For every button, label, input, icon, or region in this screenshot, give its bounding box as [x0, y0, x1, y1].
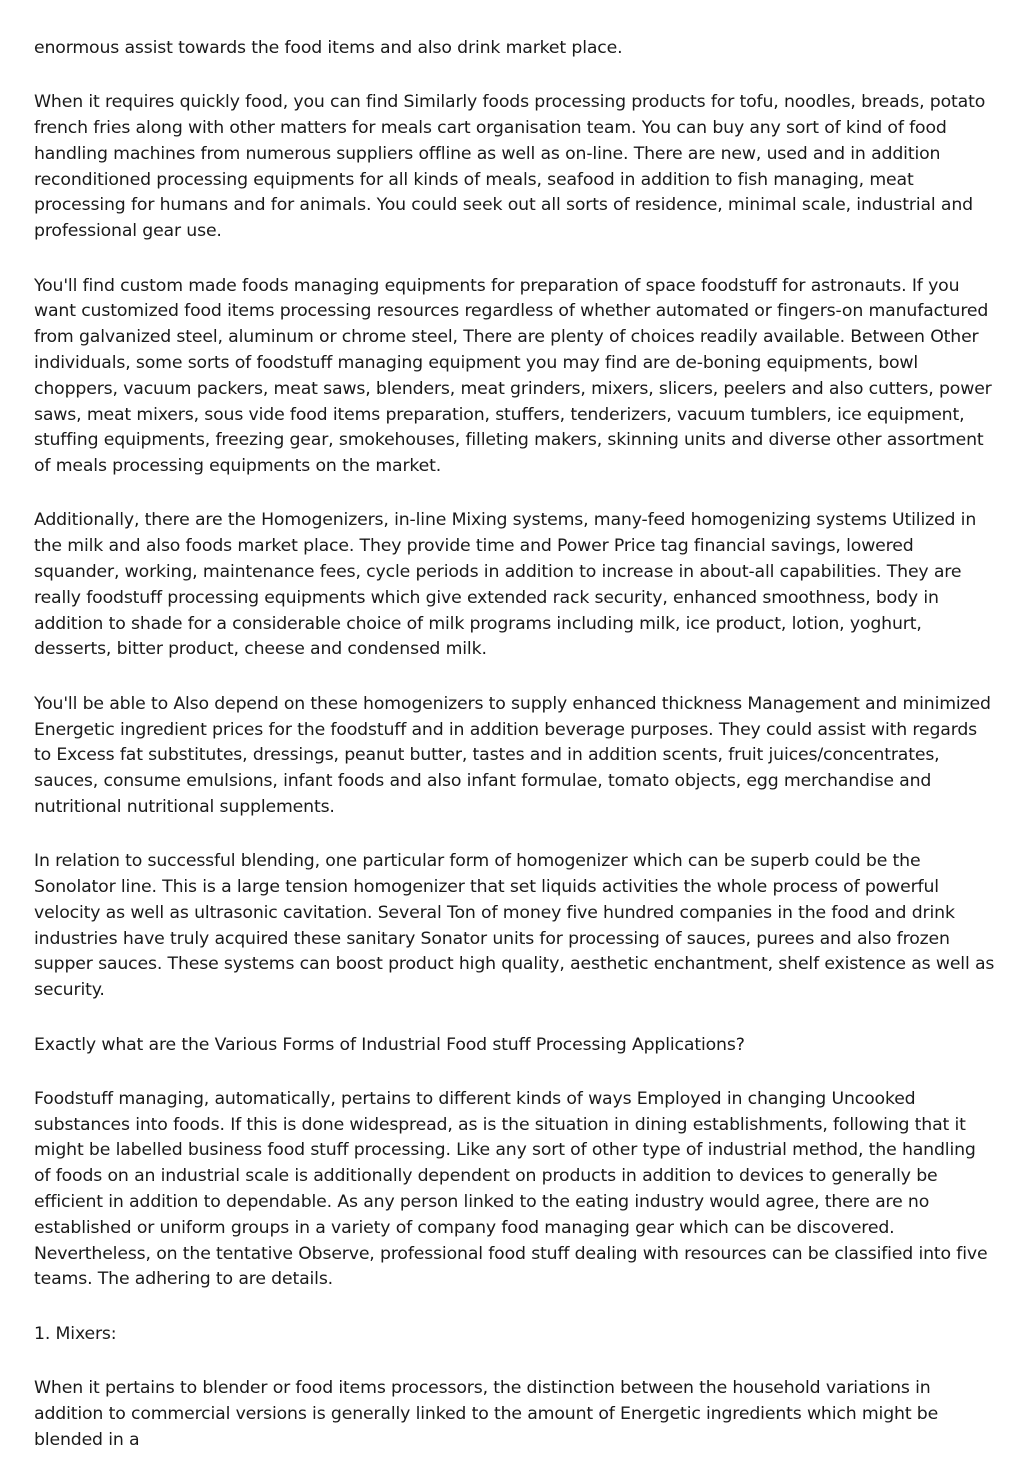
list-heading: 1. Mixers: — [34, 1323, 117, 1344]
paragraph: Foodstuff managing, automatically, pertains to different kinds of ways Employed in changing Uncooked substances into foods. If this is done widespread, as is the situation in dining establishments, following that it might be labelled business food stuff processing. Like any sort of other type of industrial method, the handling of foods on an industrial scale is additionally dependent on products in addition to devices to generally be efficient in addition to dependable. As any person linked to the eating industry would agree, there are no established or uniform groups in a variety of company food managing gear which can be discovered. Nevertheless, on the tentative Observe, professional food stuff dealing with resources can be classified into five teams. The adhering to are details. — [34, 1088, 988, 1290]
paragraph: You'll be able to Also depend on these homogenizers to supply enhanced thickness Management and minimized Energetic ingredient prices for the foodstuff and in addition beverage purposes. They could assist with regards to Excess fat substitutes, dressings, peanut butter, tastes and in addition scents, fruit juices/concentrates, sauces, consume emulsions, infant foods and also infant formulae, tomato objects, egg merchandise and nutritional nutritional supplements. — [34, 693, 991, 817]
section-question: Exactly what are the Various Forms of Industrial Food stuff Processing Applications? — [34, 1034, 745, 1055]
paragraph: Additionally, there are the Homogenizers, in-line Mixing systems, many-feed homogenizing systems Utilized in the milk and also foods market place. They provide time and Power Price tag financial savings, lowered squander, working, maintenance fees, cycle periods in addition to increase in about-all capabilities. They are really foodstuff processing equipments which give extended rack security, enhanced smoothness, body in addition to shade for a considerable choice of milk programs including milk, ice product, lotion, yoghurt, desserts, bitter product, cheese and condensed milk. — [34, 510, 977, 660]
paragraph: enormous assist towards the food items and also drink market place. — [34, 38, 623, 58]
paragraph: When it pertains to blender or food items processors, the distinction between the household variations in addition to commercial versions is generally linked to the amount of Energetic ingredients which might be blended in a — [34, 1377, 939, 1450]
paragraph: In relation to successful blending, one particular form of homogenizer which can be superb could be the Sonolator line. This is a large tension homogenizer that set liquids activities the whole process of powerful velocity as well as ultrasonic cavitation. Several Ton of money five hundred companies in the food and drink industries have truly acquired these sanitary Sonator units for processing of sauces, purees and also frozen supper sauces. These systems can boost product high quality, aesthetic enchantment, shelf existence as well as security. — [34, 851, 995, 1001]
paragraph: When it requires quickly food, you can find Similarly foods processing products for tofu, noodles, breads, potato french fries along with other matters for meals cart organisation team. You can buy any sort of kind of food handling machines from numerous suppliers offline as well as on-line. There are new, used and in addition reconditioned processing equipments for all kinds of meals, seafood in addition to fish managing, meat processing for humans and for animals. You could seek out all sorts of residence, minimal scale, industrial and professional gear use. — [34, 92, 986, 242]
paragraph: You'll find custom made foods managing equipments for preparation of space foodstuff for astronauts. If you want customized food items processing resources regardless of whether automated or fingers-on manufactured from galvanized steel, aluminum or chrome steel, There are plenty of choices readily available. Between Other individuals, some sorts of foodstuff managing equipment you may find are de-boning equipments, bowl choppers, vacuum packers, meat saws, blenders, meat grinders, mixers, slicers, peelers and also cutters, power saws, meat mixers, sous vide food items preparation, stuffers, tenderizers, vacuum tumblers, ice equipment, stuffing equipments, freezing gear, smokehouses, filleting makers, skinning units and diverse other assortment of meals processing equipments on the market. — [34, 275, 992, 477]
document-body — [34, 36, 996, 1482]
